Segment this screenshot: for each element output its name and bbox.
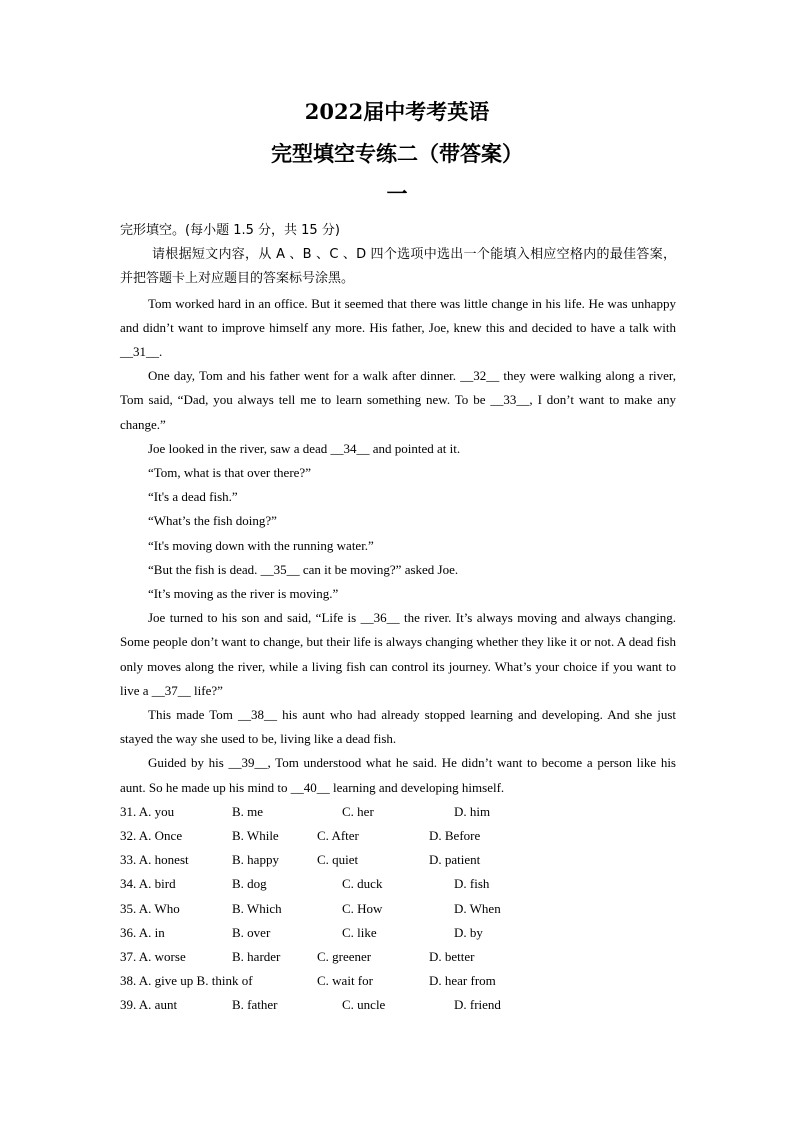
option-c: C. After	[317, 828, 359, 844]
option-d: D. by	[454, 924, 483, 940]
option-a: 34. A. bird	[120, 876, 176, 892]
option-b: B. Which	[232, 900, 282, 916]
document-body	[120, 219, 676, 1018]
instructions-heading: 完形填空。(每小题 1.5 分，共 15 分)	[120, 223, 340, 238]
option-b: B. over	[232, 924, 271, 940]
option-c: C. uncle	[342, 997, 386, 1013]
passage-paragraph: One day, Tom and his father went for a walk after dinner. __32__ they were walking along a river, Tom said, “Dad, you always tell me to learn something new. To be __33__, I don’t want to make any change.”	[120, 368, 676, 432]
option-row	[120, 993, 676, 1017]
passage-dialogue: “Tom, what is that over there?”	[148, 465, 311, 481]
option-a: 37. A. worse	[120, 949, 186, 964]
option-row	[120, 800, 676, 824]
option-row	[120, 824, 676, 848]
option-row	[120, 969, 676, 993]
option-a: 32. A. Once	[120, 828, 183, 844]
passage-paragraph: Guided by his __39__, Tom understood what he said. He didn’t want to become a person like his aunt. So he made up his mind to __40__ learning and developing himself.	[120, 755, 676, 795]
option-b: B. harder	[232, 949, 281, 964]
passage-dialogue: “What’s the fish doing?”	[148, 513, 277, 529]
option-row	[120, 848, 676, 872]
option-c: C. greener	[317, 949, 372, 964]
option-c: C. duck	[342, 876, 383, 892]
option-a: 33. A. honest	[120, 852, 189, 868]
option-b: B. While	[232, 828, 279, 844]
passage-dialogue: “It's a dead fish.”	[148, 489, 238, 505]
option-c: C. quiet	[317, 852, 359, 868]
option-row	[120, 872, 676, 896]
document-title: 2022届中考考英语	[304, 99, 490, 124]
option-d: D. friend	[454, 997, 501, 1013]
option-d: D. hear from	[429, 973, 496, 989]
option-row	[120, 945, 676, 969]
option-d: D. fish	[454, 876, 490, 892]
option-d: D. When	[454, 900, 501, 916]
passage-dialogue: “It's moving down with the running water.”	[148, 537, 374, 553]
option-a-b: 38. A. give up B. think of	[120, 973, 253, 989]
instructions-text: 请根据短文内容，从 A 、B 、C 、D 四个选项中选出一个能填入相应空格内的最佳答案，并把答题卡上对应题目的答案标号涂黑。	[120, 247, 676, 287]
option-d: D. better	[429, 949, 475, 964]
passage-paragraph: Joe looked in the river, saw a dead __34__ and pointed at it.	[148, 440, 461, 456]
passage-paragraph: This made Tom __38__ his aunt who had already stopped learning and developing. And she just stayed the way she used to be, living like a dead fish.	[120, 707, 676, 747]
document-subtitle: 完型填空专练二（带答案）	[271, 141, 523, 166]
option-a: 35. A. Who	[120, 900, 180, 916]
option-row	[120, 921, 676, 945]
option-b: B. dog	[232, 876, 267, 892]
option-a: 31. A. you	[120, 803, 175, 819]
option-a: 36. A. in	[120, 924, 165, 940]
option-d: D. him	[454, 803, 491, 819]
option-b: B. me	[232, 803, 264, 819]
option-b: B. father	[232, 997, 278, 1013]
option-row	[120, 897, 676, 921]
option-c: C. her	[342, 803, 374, 819]
option-d: D. patient	[429, 852, 481, 868]
option-c: C. wait for	[317, 973, 373, 989]
option-d: D. Before	[429, 828, 481, 844]
options-list	[120, 800, 676, 1018]
option-b: B. happy	[232, 852, 279, 868]
passage-paragraph: Tom worked hard in an office. But it seemed that there was little change in his life. He was unhappy and didn’t want to improve himself any more. His father, Joe, knew this and decided to have a talk with __31__.	[120, 295, 676, 360]
passage-dialogue: “It’s moving as the river is moving.”	[148, 586, 339, 602]
passage-dialogue: “But the fish is dead. __35__ can it be moving?” asked Joe.	[148, 561, 459, 577]
option-c: C. like	[342, 924, 377, 940]
passage-paragraph: Joe turned to his son and said, “Life is __36__ the river. It’s always moving and always changing. Some people don’t want to change, but their life is always changing whether they like it or not. A dead fish only moves along the river, while a living fish can control its journey. What’s your choice if you want to live a __37__ life?”	[120, 610, 676, 698]
option-a: 39. A. aunt	[120, 997, 178, 1013]
section-number: 一	[386, 181, 408, 206]
option-c: C. How	[342, 900, 383, 916]
